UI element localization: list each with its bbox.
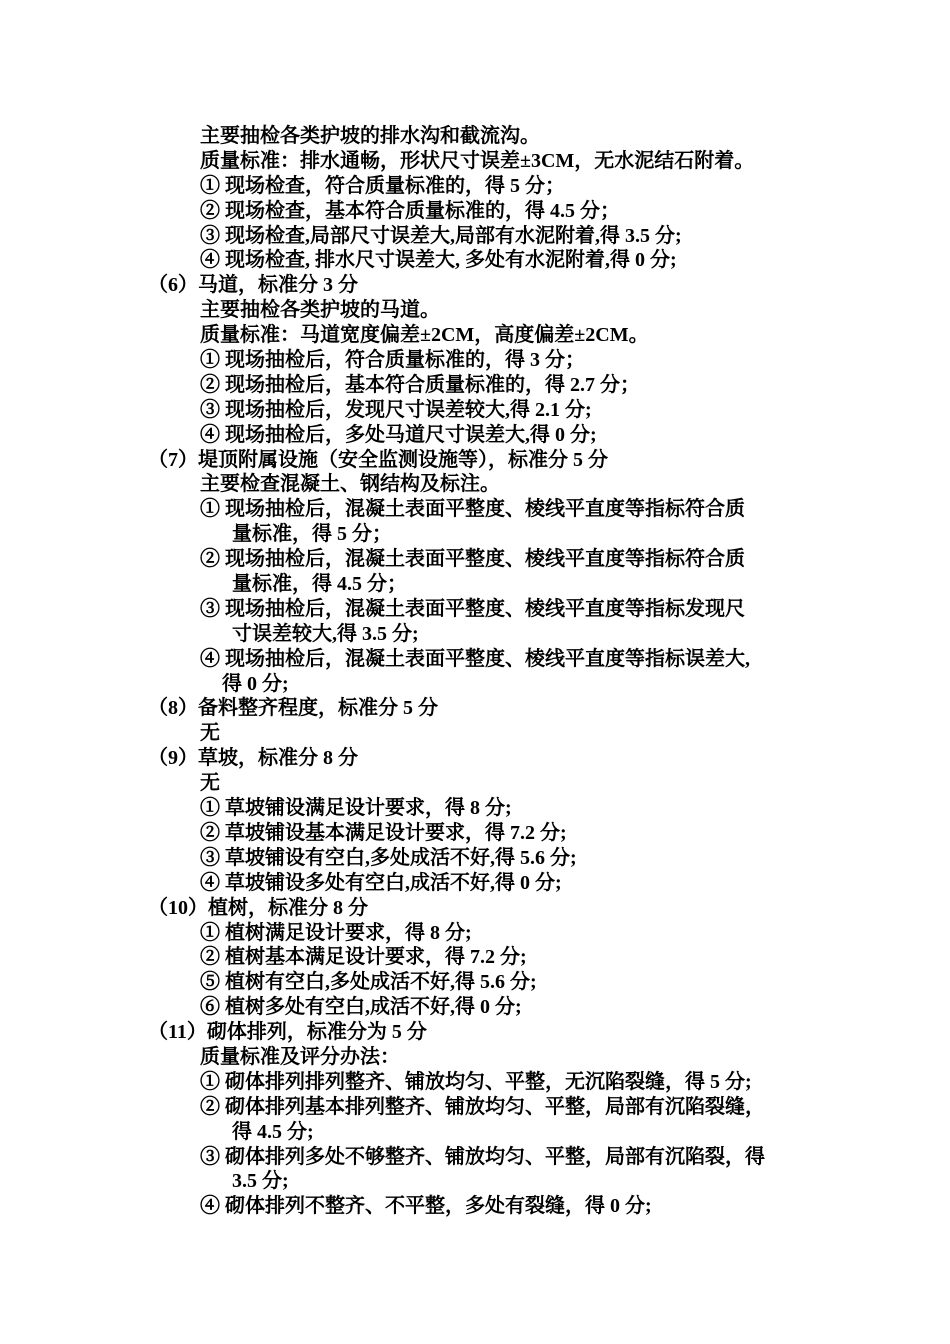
text-line: 主要抽检各类护坡的马道。: [200, 299, 440, 322]
text-line: ② 现场抽检后，基本符合质量标准的，得 2.7 分；: [200, 373, 640, 396]
text-line-continuation: 3.5 分;: [232, 1170, 289, 1193]
text-line: ③ 砌体排列多处不够整齐、铺放均匀、平整，局部有沉陷裂，得: [200, 1145, 765, 1168]
text-line: ⑤ 植树有空白,多处成活不好,得 5.6 分;: [200, 971, 537, 994]
text-line: 无: [200, 722, 220, 745]
text-line: 质量标准及评分办法：: [200, 1045, 400, 1068]
text-line: ④ 砌体排列不整齐、不平整，多处有裂缝，得 0 分;: [200, 1195, 652, 1218]
text-line: ② 植树基本满足设计要求，得 7.2 分;: [200, 946, 527, 969]
section-heading: （6）马道，标准分 3 分: [148, 274, 358, 297]
text-line: ② 草坡铺设基本满足设计要求，得 7.2 分;: [200, 821, 567, 844]
text-line: ① 植树满足设计要求，得 8 分;: [200, 921, 472, 944]
section-heading: （9）草坡，标准分 8 分: [148, 747, 358, 770]
text-line: ③ 现场检查,局部尺寸误差大,局部有水泥附着,得 3.5 分;: [200, 224, 682, 247]
section-heading: （10）植树，标准分 8 分: [148, 896, 368, 919]
text-line: ① 草坡铺设满足设计要求，得 8 分;: [200, 797, 512, 820]
section-heading: （11）砌体排列，标准分为 5 分: [148, 1021, 427, 1044]
text-line: ① 现场检查，符合质量标准的，得 5 分；: [200, 174, 565, 197]
section-heading: （7）堤顶附属设施（安全监测设施等），标准分 5 分: [148, 448, 608, 471]
text-line-continuation: 得 4.5 分;: [232, 1120, 314, 1143]
text-line: 质量标准：马道宽度偏差±2CM，高度偏差±2CM。: [200, 324, 649, 347]
text-line: ③ 草坡铺设有空白,多处成活不好,得 5.6 分;: [200, 846, 577, 869]
text-line: 主要检查混凝土、钢结构及标注。: [200, 473, 500, 496]
text-line: ④ 现场抽检后，混凝土表面平整度、棱线平直度等指标误差大,: [200, 647, 750, 670]
text-line: ① 现场抽检后，混凝土表面平整度、棱线平直度等指标符合质: [200, 498, 745, 521]
text-line: ② 现场抽检后，混凝土表面平整度、棱线平直度等指标符合质: [200, 548, 745, 571]
text-line: 质量标准：排水通畅，形状尺寸误差±3CM，无水泥结石附着。: [200, 149, 755, 172]
text-line: ④ 现场检查, 排水尺寸误差大, 多处有水泥附着,得 0 分;: [200, 249, 677, 272]
section-heading: （8）备料整齐程度，标准分 5 分: [148, 697, 438, 720]
text-line: ① 现场抽检后，符合质量标准的，得 3 分；: [200, 349, 585, 372]
text-line: ② 砌体排列基本排列整齐、铺放均匀、平整，局部有沉陷裂缝，: [200, 1095, 765, 1118]
text-line: ③ 现场抽检后，混凝土表面平整度、棱线平直度等指标发现尺: [200, 597, 745, 620]
text-line-continuation: 寸误差较大,得 3.5 分;: [232, 622, 419, 645]
text-line-continuation: 量标准，得 5 分；: [232, 523, 392, 546]
text-line: 主要抽检各类护坡的排水沟和截流沟。: [200, 125, 540, 147]
text-line: 无: [200, 772, 220, 795]
text-line: ① 砌体排列排列整齐、铺放均匀、平整，无沉陷裂缝，得 5 分;: [200, 1070, 752, 1093]
text-line: ④ 草坡铺设多处有空白,成活不好,得 0 分;: [200, 871, 562, 894]
text-line: ② 现场检查，基本符合质量标准的，得 4.5 分；: [200, 199, 620, 222]
text-line: ⑥ 植树多处有空白,成活不好,得 0 分;: [200, 996, 522, 1019]
text-line-continuation: 得 0 分;: [222, 672, 289, 695]
text-line: ③ 现场抽检后，发现尺寸误差较大,得 2.1 分;: [200, 398, 592, 421]
text-line-continuation: 量标准，得 4.5 分；: [232, 573, 407, 596]
text-line: ④ 现场抽检后，多处马道尺寸误差大,得 0 分;: [200, 423, 597, 446]
document-page: [0, 124, 950, 1219]
